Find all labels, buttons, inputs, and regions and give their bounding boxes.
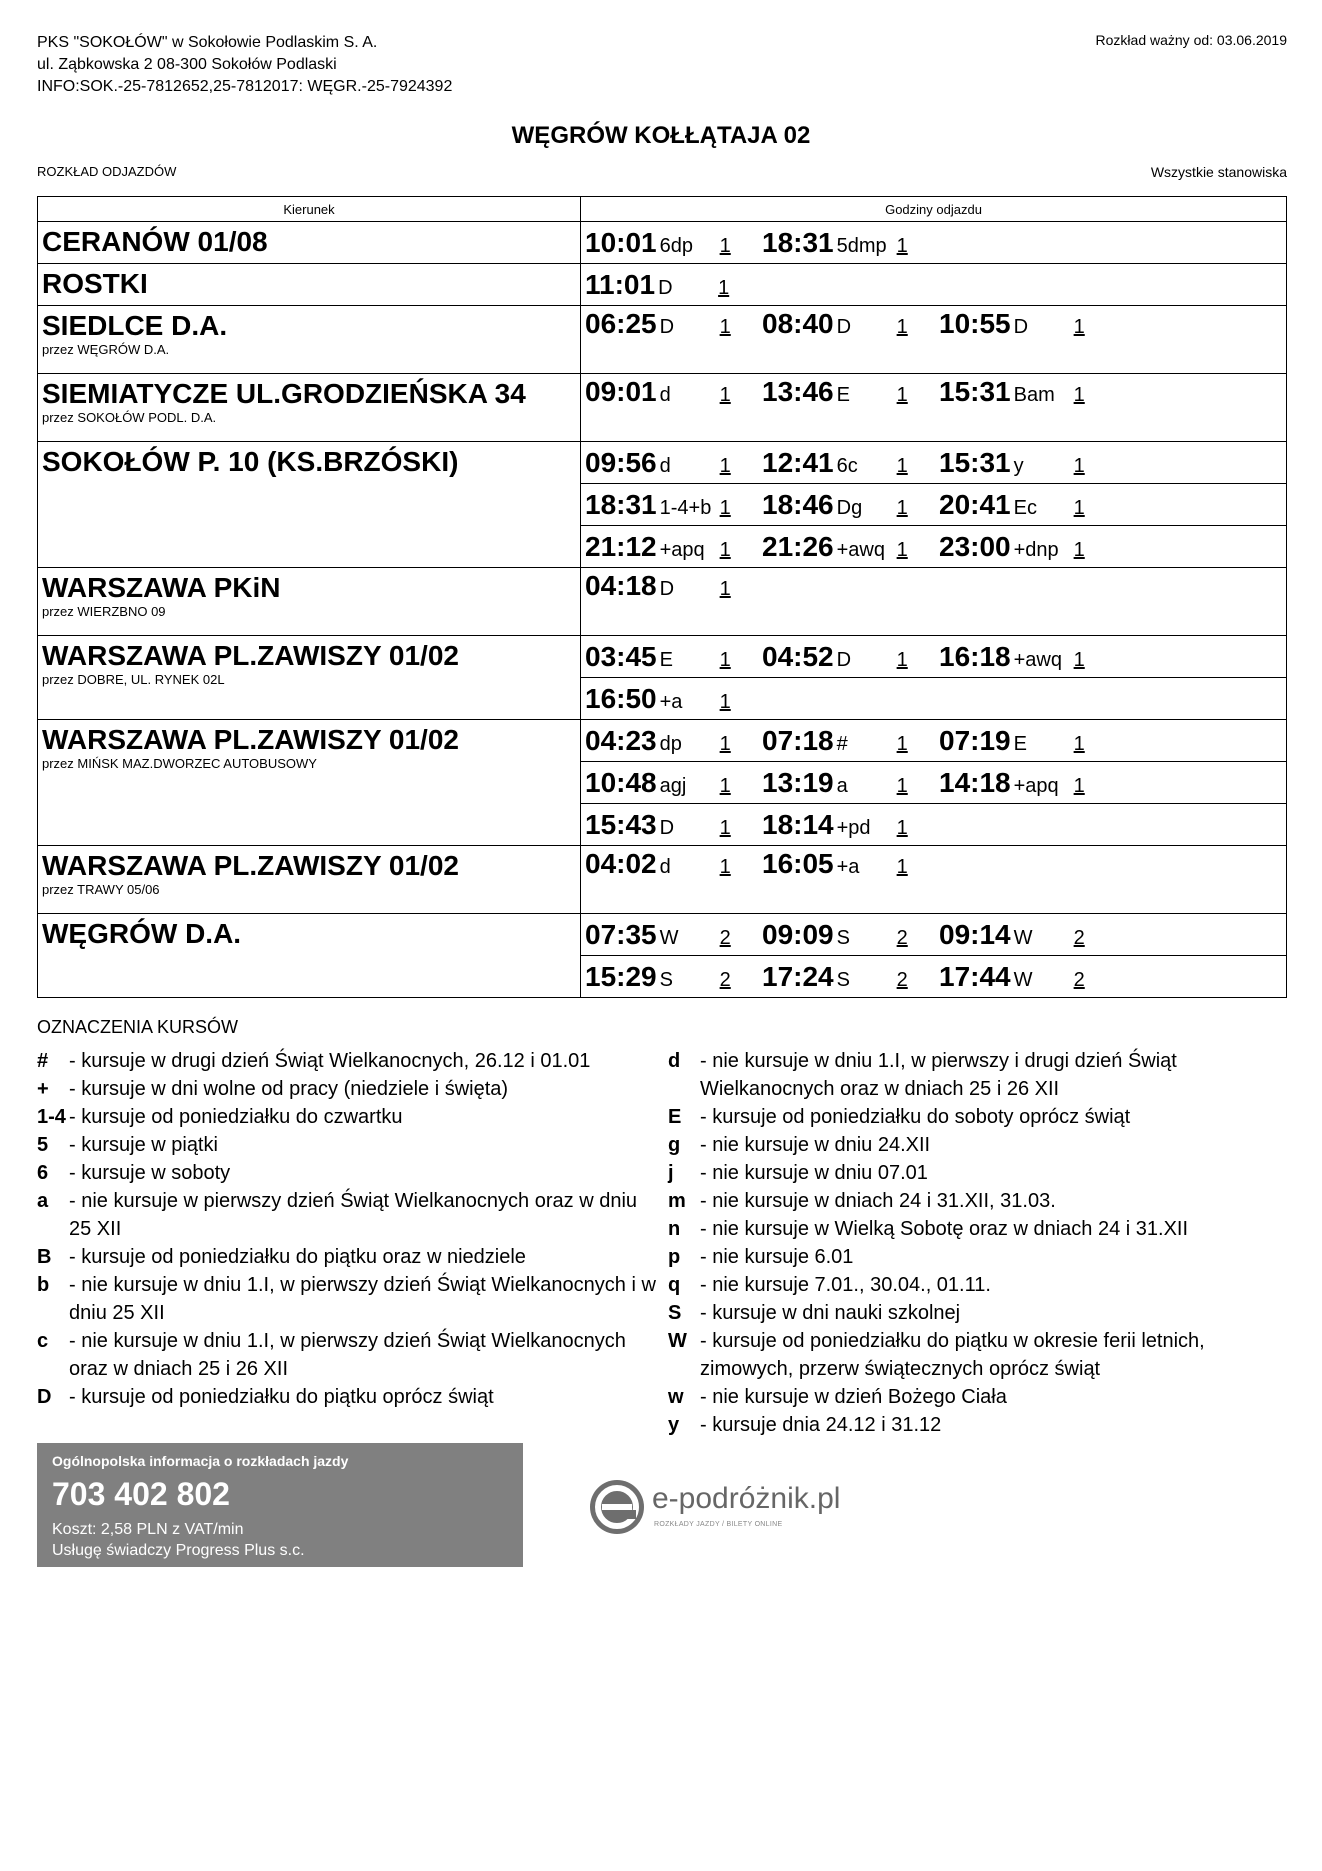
destination-name: CERANÓW 01/08 [42, 226, 268, 257]
legend-symbol: 6 [37, 1162, 49, 1184]
info-cost: Koszt: 2,58 PLN z VAT/min [52, 1521, 244, 1538]
departure-code: y [1013, 454, 1024, 477]
departure-time: 04:23 [585, 724, 657, 756]
departure-code: Ec [1013, 496, 1037, 519]
departure [762, 376, 939, 408]
departure [939, 489, 1116, 521]
departure-platform: 1 [719, 816, 731, 839]
legend-symbol: D [37, 1386, 52, 1408]
departure [939, 447, 1116, 479]
legend-symbol: n [668, 1218, 681, 1240]
departure [585, 570, 762, 602]
departure-times-cell [581, 956, 1287, 998]
legend-item [37, 1187, 657, 1243]
company-info [37, 32, 452, 98]
legend-item [668, 1327, 1288, 1383]
stop-title: WĘGRÓW KOŁŁĄTAJA 02 [511, 122, 811, 149]
departure-time: 13:46 [762, 376, 834, 407]
departure-code: D [659, 316, 675, 338]
legend-item [37, 1131, 657, 1159]
departure-times-cell [581, 526, 1287, 568]
departure [762, 227, 939, 259]
departure-time: 16:18 [939, 640, 1011, 672]
legend-item [668, 1411, 1288, 1439]
schedule-type: ROZKŁAD ODJAZDÓW [37, 164, 177, 179]
legend-text: - kursuje od poniedziałku do soboty oprócz świąt [700, 1106, 1131, 1128]
departure-code: +apq [659, 538, 705, 561]
legend-text: - nie kursuje w dniu 1.I, w pierwszy dzień Świąt Wielkanocnych oraz w dniach 25 i 26 XII [69, 1330, 626, 1380]
departure-time: 03:45 [585, 640, 657, 672]
legend-text: - kursuje w drugi dzień Świąt Wielkanocnych, 26.12 i 01.01 [69, 1050, 591, 1072]
departure-time: 12:41 [762, 446, 834, 478]
departure [939, 531, 1116, 563]
legend-item [668, 1103, 1288, 1131]
departure-platform: 1 [719, 732, 731, 755]
departure-time: 15:29 [585, 960, 657, 992]
departure-code: d [659, 384, 671, 406]
legend-symbol: w [668, 1386, 684, 1408]
departure-times-cell [581, 846, 1287, 914]
e-podroznik-logo-icon [588, 1478, 646, 1536]
destination-name: WĘGRÓW D.A. [42, 918, 242, 949]
legend-symbol: W [668, 1330, 687, 1352]
legend-symbol: 1-4 [37, 1106, 66, 1128]
destination-cell [38, 442, 581, 568]
departure-platform: 1 [896, 454, 908, 477]
departure-times-cell [581, 636, 1287, 678]
departure-code: +a [836, 856, 860, 878]
departure-code: a [836, 774, 848, 797]
timetable-row [38, 914, 1287, 956]
departure-time: 04:02 [585, 848, 657, 879]
departure [585, 489, 762, 521]
legend-text: - nie kursuje w dniu 24.XII [700, 1134, 931, 1156]
departure-code: S [836, 926, 850, 949]
departure-platform: 1 [719, 538, 731, 561]
legend-symbol: d [668, 1050, 681, 1072]
departure [585, 227, 762, 259]
departure-platform: 1 [896, 538, 908, 561]
departure-code: E [1013, 732, 1027, 755]
destination-name: SIEDLCE D.A. [42, 310, 228, 341]
destination-name: ROSTKI [42, 268, 148, 299]
legend-item [37, 1159, 657, 1187]
departure-time: 23:00 [939, 530, 1011, 562]
legend-left [37, 1047, 657, 1411]
timetable-row [38, 264, 1287, 306]
departure-time: 15:43 [585, 808, 657, 840]
legend-item [37, 1103, 657, 1131]
info-box [37, 1443, 523, 1567]
departure-time: 16:05 [762, 848, 834, 879]
departure [762, 725, 939, 757]
departure-platform: 1 [718, 276, 730, 299]
departure [585, 269, 762, 301]
departure-time: 13:19 [762, 766, 834, 798]
legend-text: - kursuje od poniedziałku do piątku oraz w niedziele [69, 1246, 526, 1268]
destination-cell [38, 222, 581, 264]
departure-platform: 1 [719, 496, 731, 519]
departure-time: 09:56 [585, 446, 657, 478]
destination-name: SIEMIATYCZE UL.GRODZIEŃSKA 34 [42, 378, 526, 409]
departure-platform: 1 [719, 384, 731, 406]
departure-code: W [1013, 926, 1033, 949]
departure-platform: 1 [1073, 316, 1085, 338]
departure-times-cell [581, 678, 1287, 720]
departure-platform: 1 [1073, 384, 1085, 406]
legend-text: - nie kursuje w pierwszy dzień Świąt Wielkanocnych oraz w dniu 25 XII [69, 1190, 638, 1240]
departure-code: 1-4+b [659, 496, 712, 519]
departure-time: 09:14 [939, 918, 1011, 950]
departure-times-cell [581, 568, 1287, 636]
departure-platform: 1 [1073, 496, 1085, 519]
departure-code: Dg [836, 496, 863, 519]
legend-text: - kursuje w piątki [69, 1134, 218, 1156]
header-times: Godziny odjazdu [581, 197, 1287, 222]
departure-platform: 1 [719, 578, 731, 600]
legend-text: - nie kursuje w dniu 07.01 [700, 1162, 928, 1184]
departure-time: 18:31 [585, 488, 657, 520]
legend-right [668, 1047, 1288, 1439]
departure [585, 848, 762, 880]
departure-code: D [836, 648, 852, 671]
legend-symbol: B [37, 1246, 52, 1268]
departure-times-cell [581, 442, 1287, 484]
legend-symbol: g [668, 1134, 681, 1156]
departure-code: +dnp [1013, 538, 1059, 561]
departure [762, 767, 939, 799]
departure-code: d [659, 454, 671, 477]
departure [762, 531, 939, 563]
departure-code: 6dp [659, 234, 693, 257]
departure [939, 725, 1116, 757]
departure-time: 17:24 [762, 960, 834, 992]
timetable-row [38, 636, 1287, 678]
legend-item [668, 1187, 1288, 1215]
legend-symbol: c [37, 1330, 49, 1352]
departure-code: 6c [836, 454, 858, 477]
destination-name: WARSZAWA PL.ZAWISZY 01/02 [42, 850, 459, 881]
legend-symbol: a [37, 1190, 49, 1212]
departure-code: agj [659, 774, 687, 797]
timetable-row [38, 306, 1287, 374]
departure-code: dp [659, 732, 682, 755]
info-label: Ogólnopolska informacja o rozkładach jazdy [52, 1453, 349, 1469]
destination-cell [38, 914, 581, 998]
legend-item [668, 1271, 1288, 1299]
departure-code: D [1013, 316, 1029, 338]
destination-name: WARSZAWA PL.ZAWISZY 01/02 [42, 640, 459, 671]
departure-time: 09:01 [585, 376, 657, 407]
legend-text: - kursuje w soboty [69, 1162, 231, 1184]
legend-text: - nie kursuje w dniach 24 i 31.XII, 31.03. [700, 1190, 1056, 1212]
legend-text: - nie kursuje 7.01., 30.04., 01.11. [700, 1274, 991, 1296]
departure-platform: 1 [719, 316, 731, 338]
departure-code: W [1013, 968, 1033, 991]
departure-time: 18:14 [762, 808, 834, 840]
valid-from: Rozkład ważny od: 03.06.2019 [1095, 32, 1287, 48]
departure [585, 767, 762, 799]
legend-item [37, 1383, 657, 1411]
departure-times-cell [581, 306, 1287, 374]
legend-item [668, 1299, 1288, 1327]
legend-symbol: 5 [37, 1134, 49, 1156]
departure-platform: 2 [896, 968, 908, 991]
departure-platform: 1 [896, 234, 908, 257]
legend-text: - nie kursuje 6.01 [700, 1246, 854, 1268]
destination-name: WARSZAWA PKiN [42, 572, 281, 603]
destination-via: przez SOKOŁÓW PODL. D.A. [42, 410, 217, 425]
departure-code: D [836, 316, 852, 338]
legend-symbol: y [668, 1414, 680, 1436]
timetable-row [38, 720, 1287, 762]
legend-item [37, 1075, 657, 1103]
departure-platform: 1 [719, 454, 731, 477]
legend-item [668, 1215, 1288, 1243]
departure-platform: 1 [896, 732, 908, 755]
timetable-row [38, 374, 1287, 442]
destination-cell [38, 374, 581, 442]
legend-item [668, 1131, 1288, 1159]
departure [585, 641, 762, 673]
departure-time: 20:41 [939, 488, 1011, 520]
departure-platform: 2 [896, 926, 908, 949]
departure-time: 10:01 [585, 226, 657, 258]
logo-text: e-podróżnik.pl [652, 1482, 841, 1515]
departure [585, 531, 762, 563]
departure-platform: 2 [719, 926, 731, 949]
departure [762, 809, 939, 841]
departure [585, 961, 762, 993]
company-phone: INFO:SOK.-25-7812652,25-7812017: WĘGR.-25-7924392 [37, 78, 453, 95]
destination-name: WARSZAWA PL.ZAWISZY 01/02 [42, 724, 459, 755]
legend-text: - kursuje od poniedziałku do piątku oprócz świąt [69, 1386, 494, 1408]
departure [585, 919, 762, 951]
departure-time: 07:35 [585, 918, 657, 950]
legend-text: - kursuje w dni wolne od pracy (niedziele i święta) [69, 1078, 509, 1100]
departure-time: 04:52 [762, 640, 834, 672]
legend-symbol: E [668, 1106, 682, 1128]
destination-name: SOKOŁÓW P. 10 (KS.BRZÓSKI) [42, 446, 459, 477]
legend-symbol: p [668, 1246, 681, 1268]
departure-time: 17:44 [939, 960, 1011, 992]
departure [939, 308, 1116, 340]
destination-via: przez MIŃSK MAZ.DWORZEC AUTOBUSOWY [42, 756, 317, 771]
departure-time: 15:31 [939, 446, 1011, 478]
departure [585, 308, 762, 340]
destination-via: przez TRAWY 05/06 [42, 882, 160, 897]
timetable-row [38, 568, 1287, 636]
departure-times-cell [581, 762, 1287, 804]
destination-via: przez DOBRE, UL. RYNEK 02L [42, 672, 225, 687]
departure-platform: 1 [896, 856, 908, 878]
platforms-label: Wszystkie stanowiska [1150, 164, 1287, 180]
departure [762, 919, 939, 951]
departure-code: D [659, 816, 675, 839]
departure-time: 10:48 [585, 766, 657, 798]
info-provider: Usługę świadczy Progress Plus s.c. [52, 1542, 305, 1559]
destination-cell [38, 306, 581, 374]
destination-via: przez WIERZBNO 09 [42, 604, 166, 619]
departure [585, 447, 762, 479]
departure [939, 376, 1116, 408]
departure [939, 641, 1116, 673]
departure-code: +pd [836, 816, 871, 839]
legend-symbol: # [37, 1050, 49, 1072]
departure-code: +awq [836, 538, 885, 561]
legend-text: - kursuje od poniedziałku do czwartku [69, 1106, 403, 1128]
legend-symbol: q [668, 1274, 681, 1296]
departure-times-cell [581, 720, 1287, 762]
departure-time: 18:46 [762, 488, 834, 520]
timetable-row [38, 222, 1287, 264]
departure [585, 376, 762, 408]
departure [939, 961, 1116, 993]
departure-platform: 1 [896, 816, 908, 839]
departure-code: 5dmp [836, 234, 887, 257]
departure-code: Bam [1013, 384, 1055, 406]
destination-cell [38, 720, 581, 846]
legend-item [37, 1271, 657, 1327]
departure-times-cell [581, 222, 1287, 264]
legend-text: - nie kursuje w Wielką Sobotę oraz w dniach 24 i 31.XII [700, 1218, 1189, 1240]
departure-code: S [836, 968, 850, 991]
legend-text: - nie kursuje w dniu 1.I, w pierwszy dzień Świąt Wielkanocnych i w dniu 25 XII [69, 1274, 656, 1324]
departure-time: 07:19 [939, 724, 1011, 756]
departure-time: 18:31 [762, 226, 834, 258]
departure-platform: 1 [896, 774, 908, 797]
company-address: ul. Ząbkowska 2 08-300 Sokołów Podlaski [37, 56, 337, 73]
departure-platform: 1 [719, 774, 731, 797]
destination-cell [38, 846, 581, 914]
departure-platform: 1 [896, 316, 908, 338]
legend-text: - nie kursuje w dniu 1.I, w pierwszy i drugi dzień Świąt Wielkanocnych oraz w dniach 25 i 26 XII [700, 1050, 1177, 1100]
departure-platform: 1 [896, 384, 908, 406]
departure [939, 767, 1116, 799]
departure-times-cell [581, 484, 1287, 526]
departure-platform: 1 [896, 496, 908, 519]
timetable-row [38, 442, 1287, 484]
legend-item [668, 1047, 1288, 1103]
departure [762, 447, 939, 479]
departure-platform: 1 [719, 690, 731, 713]
departure-code: W [659, 926, 679, 949]
timetable [37, 196, 1287, 998]
departure-platform: 1 [719, 856, 731, 878]
departure-time: 09:09 [762, 918, 834, 950]
departure-platform: 1 [1073, 774, 1085, 797]
departure-code: +awq [1013, 648, 1062, 671]
timetable-header [38, 197, 1287, 222]
legend-text: - kursuje w dni nauki szkolnej [700, 1302, 961, 1324]
destination-cell [38, 264, 581, 306]
departure-time: 10:55 [939, 308, 1011, 339]
departure-time: 11:01 [585, 268, 656, 300]
departure-times-cell [581, 914, 1287, 956]
legend-symbol: j [668, 1162, 674, 1184]
legend-title: OZNACZENIA KURSÓW [37, 1017, 239, 1037]
destination-cell [38, 636, 581, 720]
departure [585, 725, 762, 757]
timetable-row [38, 846, 1287, 914]
departure-platform: 1 [719, 648, 731, 671]
logo-tagline: ROZKŁADY JAZDY / BILETY ONLINE [654, 1521, 783, 1528]
departure-code: E [659, 648, 673, 671]
legend-symbol: + [37, 1078, 49, 1100]
departure-code: # [836, 732, 848, 755]
departure-code: E [836, 384, 850, 406]
departure-platform: 1 [1073, 538, 1085, 561]
departure-platform: 1 [1073, 732, 1085, 755]
departure [585, 683, 762, 715]
departure-platform: 1 [1073, 454, 1085, 477]
departure-time: 21:26 [762, 530, 834, 562]
legend-item [37, 1327, 657, 1383]
departure-times-cell [581, 804, 1287, 846]
company-name: PKS "SOKOŁÓW" w Sokołowie Podlaskim S. A. [37, 34, 378, 51]
departure-code: D [659, 578, 675, 600]
departure-code: D [658, 276, 673, 299]
destination-cell [38, 568, 581, 636]
departure-platform: 1 [1073, 648, 1085, 671]
departure-code: d [659, 856, 671, 878]
departure [585, 809, 762, 841]
header-direction: Kierunek [38, 197, 581, 222]
departure-code: S [659, 968, 673, 991]
destination-via: przez WĘGRÓW D.A. [42, 342, 170, 357]
legend-text: - kursuje dnia 24.12 i 31.12 [700, 1414, 942, 1436]
departure-time: 06:25 [585, 308, 657, 339]
legend-symbol: S [668, 1302, 682, 1324]
departure [939, 919, 1116, 951]
legend-text: - nie kursuje w dzień Bożego Ciała [700, 1386, 1007, 1408]
departure-platform: 2 [1073, 968, 1085, 991]
departure-time: 04:18 [585, 570, 657, 601]
departure [762, 489, 939, 521]
departure-code: +apq [1013, 774, 1059, 797]
departure [762, 308, 939, 340]
legend-symbol: m [668, 1190, 686, 1212]
departure-time: 16:50 [585, 682, 657, 714]
legend-item [668, 1159, 1288, 1187]
departure [762, 641, 939, 673]
departure-time: 14:18 [939, 766, 1011, 798]
departure-times-cell [581, 374, 1287, 442]
legend-item [668, 1383, 1288, 1411]
legend-item [37, 1047, 657, 1075]
e-podroznik-logo [588, 1478, 868, 1538]
departure-platform: 2 [719, 968, 731, 991]
info-phone: 703 402 802 [52, 1476, 230, 1512]
departure-time: 07:18 [762, 724, 834, 756]
legend-text: - kursuje od poniedziałku do piątku w okresie ferii letnich, zimowych, przerw świątecznych oprócz świąt [700, 1330, 1205, 1380]
legend-symbol: b [37, 1274, 50, 1296]
timetable-body [38, 222, 1287, 998]
departure-times-cell [581, 264, 1287, 306]
legend-item [37, 1243, 657, 1271]
departure-platform: 2 [1073, 926, 1085, 949]
departure-platform: 1 [896, 648, 908, 671]
departure-platform: 1 [719, 234, 731, 257]
departure-time: 21:12 [585, 530, 657, 562]
departure-time: 15:31 [939, 376, 1011, 407]
legend-item [668, 1243, 1288, 1271]
departure-time: 08:40 [762, 308, 834, 339]
departure [762, 961, 939, 993]
departure [762, 848, 939, 880]
departure-code: +a [659, 690, 683, 713]
